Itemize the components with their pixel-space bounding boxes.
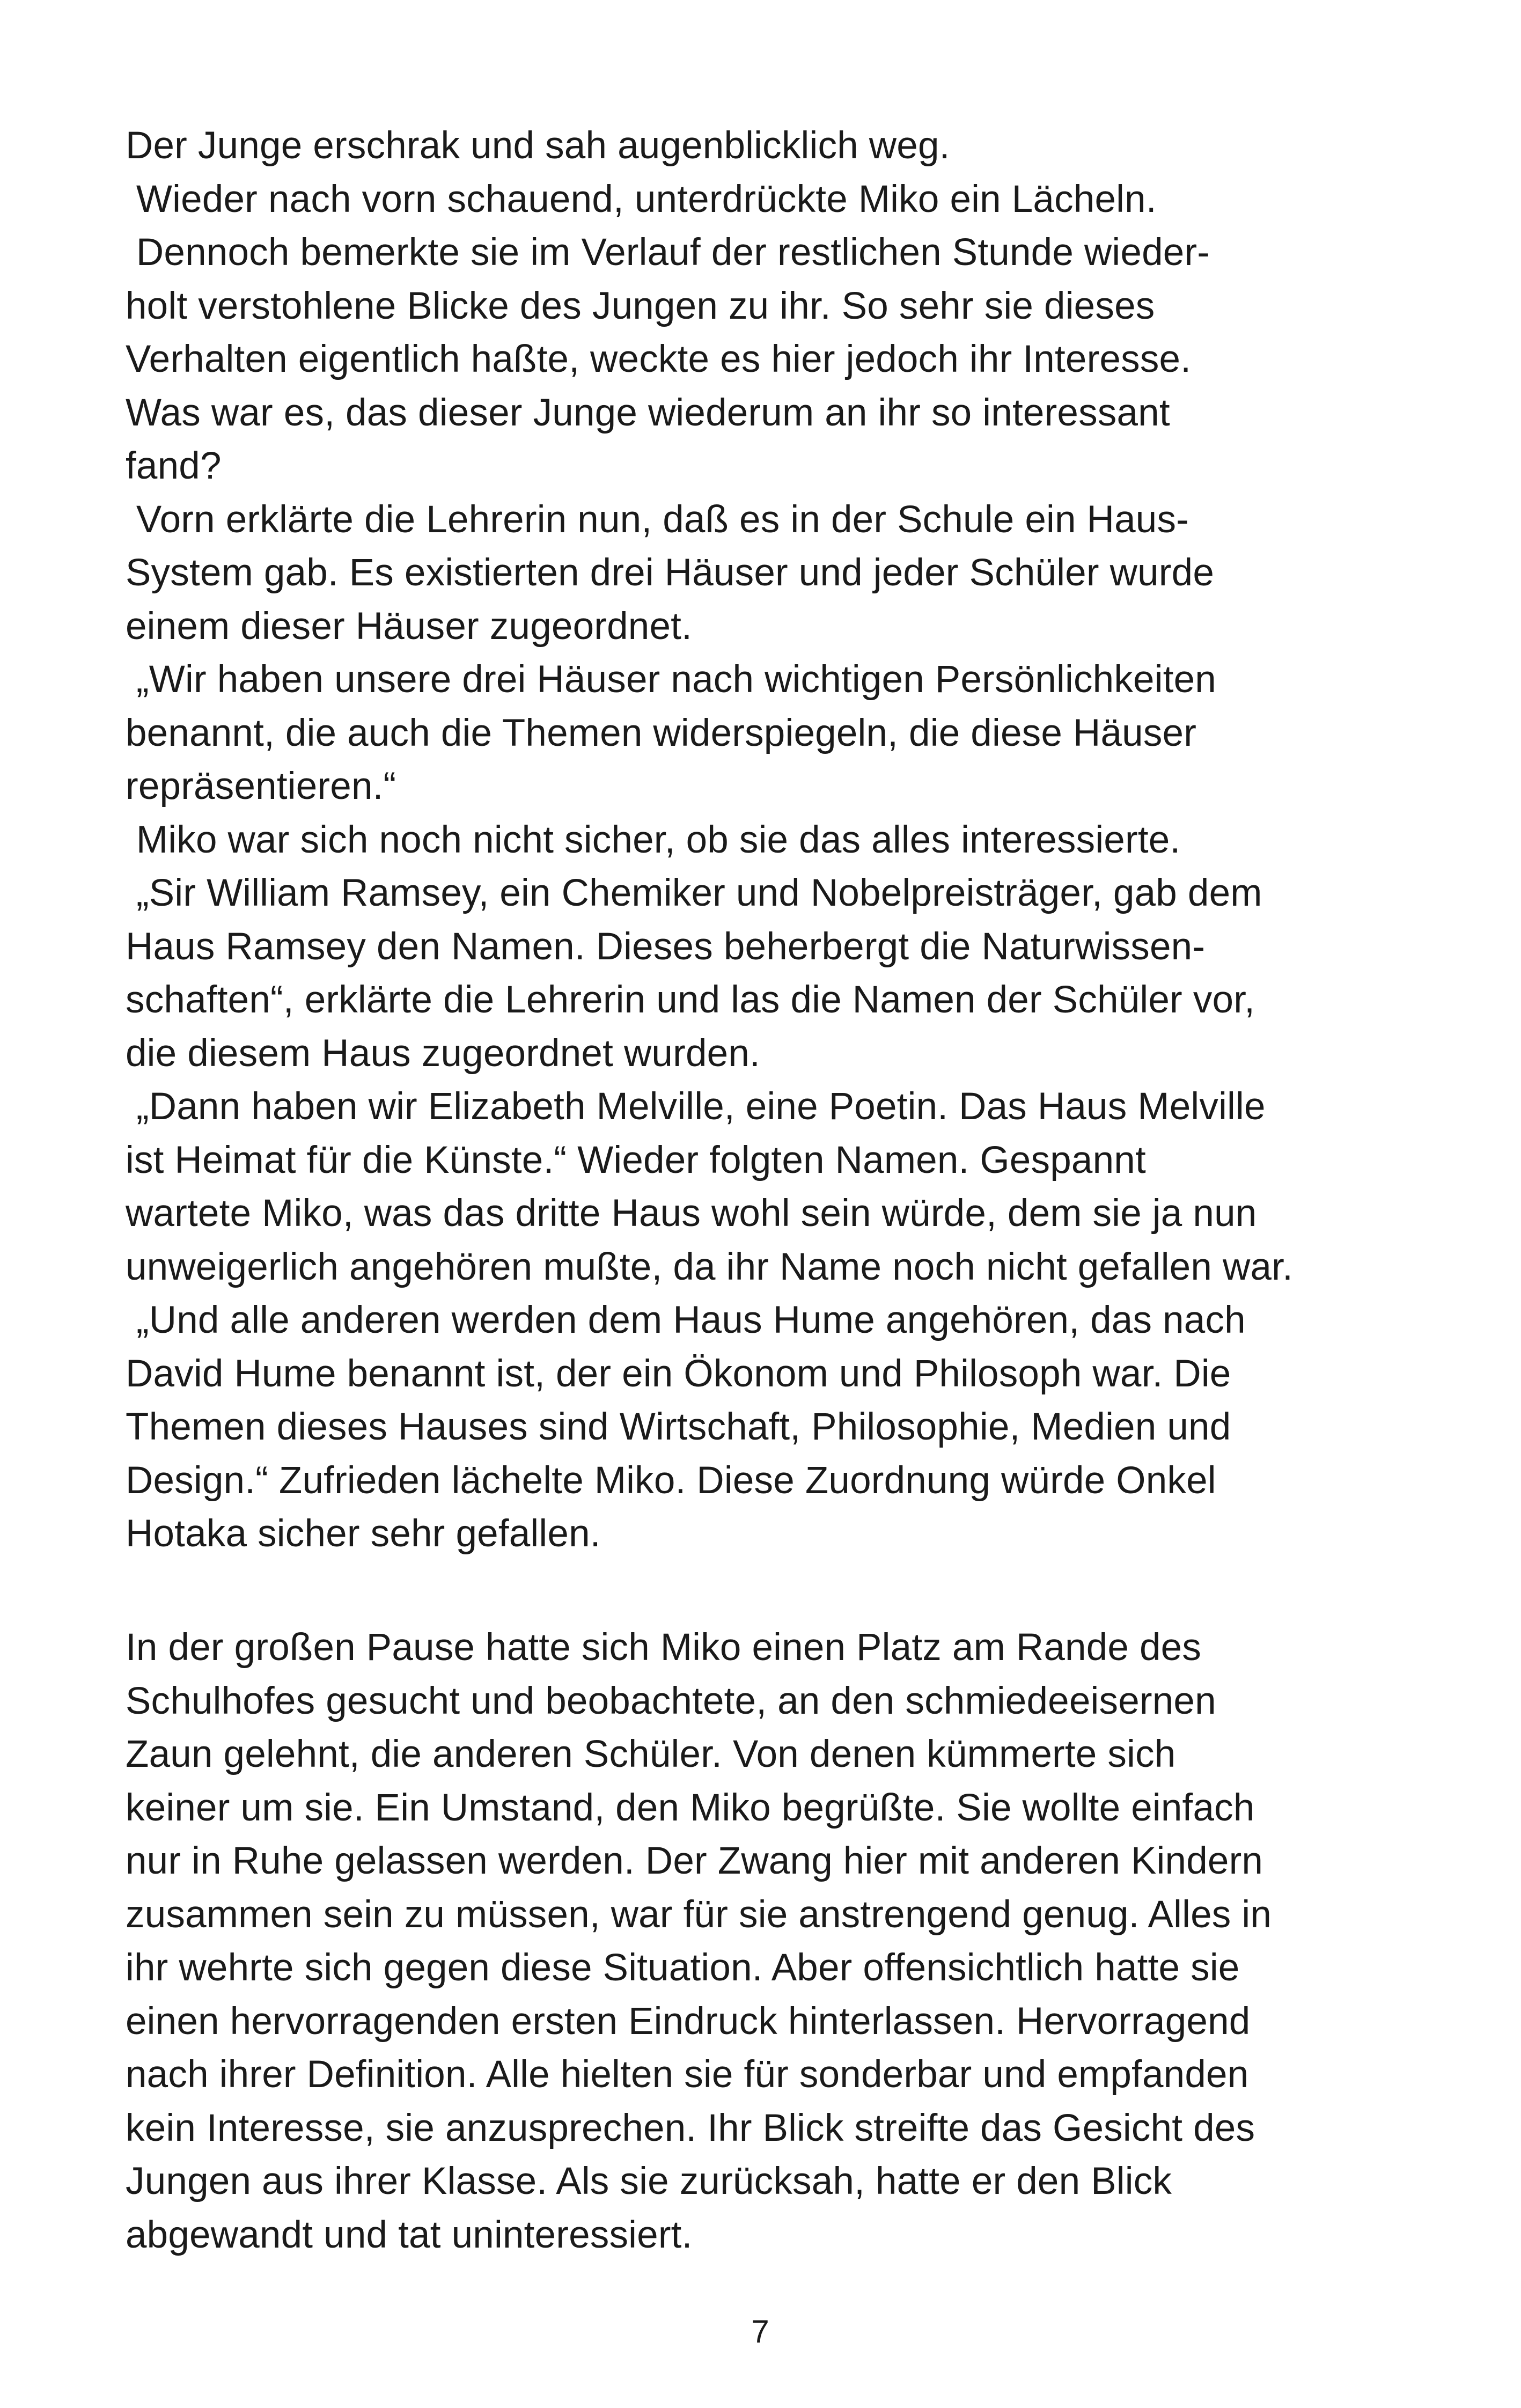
text-line: Der Junge erschrak und sah augenblicklich weg. [126,124,950,167]
text-line: System gab. Es existierten drei Häuser und jeder Schüler wurde [126,552,1215,594]
text-line: Jungen aus ihrer Klasse. Als sie zurücksah, hatte er den Blick [126,2160,1172,2203]
text-line: Schulhofes gesucht und beobachtete, an den schmiedeeisernen [126,1679,1216,1722]
text-line: „Und alle anderen werden dem Haus Hume angehören, das nach [126,1299,1246,1341]
text-line: „Sir William Ramsey, ein Chemiker und Nobelpreisträger, gab dem [126,872,1262,914]
text-line: Wieder nach vorn schauend, unterdrückte Miko ein Lächeln. [126,178,1157,221]
text-line: die diesem Haus zugeordnet wurden. [126,1032,760,1075]
text-line: kein Interesse, sie anzusprechen. Ihr Blick streifte das Gesicht des [126,2106,1255,2149]
text-line: Themen dieses Hauses sind Wirtschaft, Philosophie, Medien und [126,1406,1231,1448]
text-line: „Wir haben unsere drei Häuser nach wichtigen Persönlichkeiten [126,658,1216,701]
text-line: Design.“ Zufrieden lächelte Miko. Diese Zuordnung würde Onkel [126,1459,1216,1502]
text-line: zusammen sein zu müssen, war für sie anstrengend genug. Alles in [126,1893,1272,1936]
text-section-2 [126,1621,1413,2262]
text-line: Haus Ramsey den Namen. Dieses beherbergt die Naturwissen- [126,925,1206,968]
text-line: Dennoch bemerkte sie im Verlauf der restlichen Stunde wieder- [126,231,1210,274]
text-line: abgewandt und tat uninteressiert. [126,2213,693,2256]
text-line: ihr wehrte sich gegen diese Situation. Aber offensichtlich hatte sie [126,1947,1240,1989]
text-line: benannt, die auch die Themen widerspiegeln, die diese Häuser [126,711,1197,754]
text-line: keiner um sie. Ein Umstand, den Miko begrüßte. Sie wollte einfach [126,1786,1255,1829]
text-line: David Hume benannt ist, der ein Ökonom und Philosoph war. Die [126,1352,1231,1395]
text-line: wartete Miko, was das dritte Haus wohl sein würde, dem sie ja nun [126,1192,1257,1235]
text-line: nur in Ruhe gelassen werden. Der Zwang hier mit anderen Kindern [126,1840,1263,1882]
text-section-1 [126,119,1413,1561]
page-number: 7 [751,2314,769,2350]
text-line: In der großen Pause hatte sich Miko einen Platz am Rande des [126,1626,1202,1669]
text-line: Hotaka sicher sehr gefallen. [126,1513,601,1555]
text-line: Miko war sich noch nicht sicher, ob sie das alles interessierte. [126,818,1181,861]
text-line: einem dieser Häuser zugeordnet. [126,605,693,648]
text-line: Vorn erklärte die Lehrerin nun, daß es in der Schule ein Haus- [126,498,1189,541]
text-line: Verhalten eigentlich haßte, weckte es hier jedoch ihr Interesse. [126,338,1192,380]
text-line: einen hervorragenden ersten Eindruck hinterlassen. Hervorragend [126,2000,1251,2043]
text-line: holt verstohlene Blicke des Jungen zu ihr. So sehr sie dieses [126,284,1155,327]
text-line: ist Heimat für die Künste.“ Wieder folgten Namen. Gespannt [126,1139,1146,1181]
text-line: nach ihrer Definition. Alle hielten sie für sonderbar und empfanden [126,2053,1249,2096]
text-line: Zaun gelehnt, die anderen Schüler. Von denen kümmerte sich [126,1733,1176,1775]
text-line: schaften“, erklärte die Lehrerin und las die Namen der Schüler vor, [126,979,1255,1021]
text-line: fand? [126,445,222,487]
text-line: „Dann haben wir Elizabeth Melville, eine Poetin. Das Haus Melville [126,1085,1266,1128]
text-line: unweigerlich angehören mußte, da ihr Name noch nicht gefallen war. [126,1245,1293,1288]
text-line: repräsentieren.“ [126,765,396,807]
text-line: Was war es, das dieser Junge wiederum an ihr so interessant [126,391,1170,434]
